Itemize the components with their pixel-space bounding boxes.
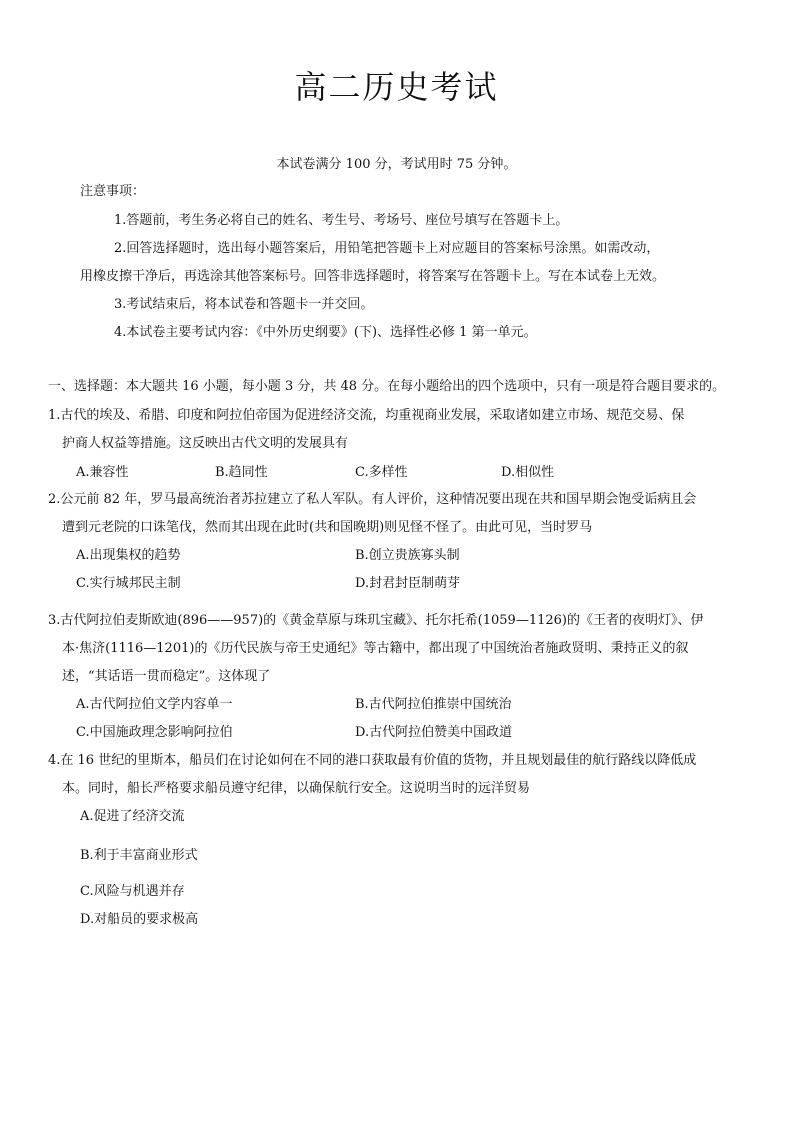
q3-stem-line2: 本·焦济(1116—1201)的《历代民族与帝王史通纪》等古籍中，都出现了中国统治者施政贤明、秉持正义的叙 xyxy=(62,641,689,656)
notice-item-1: 1.答题前，考生务必将自己的姓名、考生号、考场号、座位号填写在答题卡上。 xyxy=(114,213,569,228)
q1-stem-line2: 护商人权益等措施。这反映出古代文明的发展具有 xyxy=(62,436,349,451)
q3-stem-line1: 3.古代阿拉伯麦斯欧迪(896——957)的《黄金草原与珠玑宝藏》、托尔托希(1059—1126)的《王者的夜明灯》、伊 xyxy=(48,613,704,628)
q2-option-a: A.出现集权的趋势 xyxy=(76,548,181,563)
exam-intro: 本试卷满分 100 分，考试用时 75 分钟。 xyxy=(276,157,517,172)
q2-option-c: C.实行城邦民主制 xyxy=(76,576,181,591)
notice-item-4: 4.本试卷主要考试内容：《中外历史纲要》(下)、选择性必修 1 第一单元。 xyxy=(114,325,537,340)
q1-stem-line1: 1.古代的埃及、希腊、印度和阿拉伯帝国为促进经济交流，均重视商业发展，采取诸如建立市场、规范交易、保 xyxy=(48,408,685,423)
q4-option-d: D.对船员的要求极高 xyxy=(80,912,199,927)
notice-item-3: 3.考试结束后，将本试卷和答题卡一并交回。 xyxy=(114,297,374,312)
q4-stem-line2: 本。同时，船长严格要求船员遵守纪律，以确保航行安全。这说明当时的远洋贸易 xyxy=(62,781,531,796)
q3-option-c: C.中国施政理念影响阿拉伯 xyxy=(76,725,233,740)
q1-option-d: D.相似性 xyxy=(501,465,555,480)
q3-option-d: D.古代阿拉伯赞美中国政道 xyxy=(355,725,513,740)
q1-option-b: B.趋同性 xyxy=(215,465,268,480)
q2-option-b: B.创立贵族寡头制 xyxy=(355,548,460,563)
q4-option-c: C.风险与机遇并存 xyxy=(80,884,185,899)
page-title: 高二历史考试 xyxy=(294,68,499,106)
q2-stem-line2: 遭到元老院的口诛笔伐，然而其出现在此时(共和国晚期)则见怪不怪了。由此可见，当时罗马 xyxy=(62,520,593,535)
notice-item-2-line2: 用橡皮擦干净后，再选涂其他答案标号。回答非选择题时，将答案写在答题卡上。写在本试卷上无效。 xyxy=(80,269,666,284)
q1-option-a: A.兼容性 xyxy=(76,465,129,480)
section-heading: 一、选择题：本大题共 16 小题，每小题 3 分，共 48 分。在每小题给出的四个选项中，只有一项是符合题目要求的。 xyxy=(48,379,726,394)
q2-option-d: D.封君封臣制萌芽 xyxy=(355,576,461,591)
notice-heading: 注意事项： xyxy=(80,184,146,199)
q1-option-c: C.多样性 xyxy=(355,465,408,480)
notice-item-2-line1: 2.回答选择题时，选出每小题答案后，用铅笔把答题卡上对应题目的答案标号涂黑。如需改动， xyxy=(114,241,660,256)
q4-option-b: B.利于丰富商业形式 xyxy=(80,848,198,863)
q3-option-b: B.古代阿拉伯推崇中国统治 xyxy=(355,697,512,712)
q3-stem-line3: 述，“其话语一贯而稳定”。这体现了 xyxy=(62,669,271,684)
q4-option-a: A.促进了经济交流 xyxy=(80,809,185,824)
q3-option-a: A.古代阿拉伯文学内容单一 xyxy=(76,697,233,712)
q2-stem-line1: 2.公元前 82 年，罗马最高统治者苏拉建立了私人军队。有人评价，这种情况要出现在共和国早期会饱受诟病且会 xyxy=(48,492,697,507)
q4-stem-line1: 4.在 16 世纪的里斯本，船员们在讨论如何在不同的港口获取最有价值的货物，并且规划最佳的航行路线以降低成 xyxy=(48,753,697,768)
